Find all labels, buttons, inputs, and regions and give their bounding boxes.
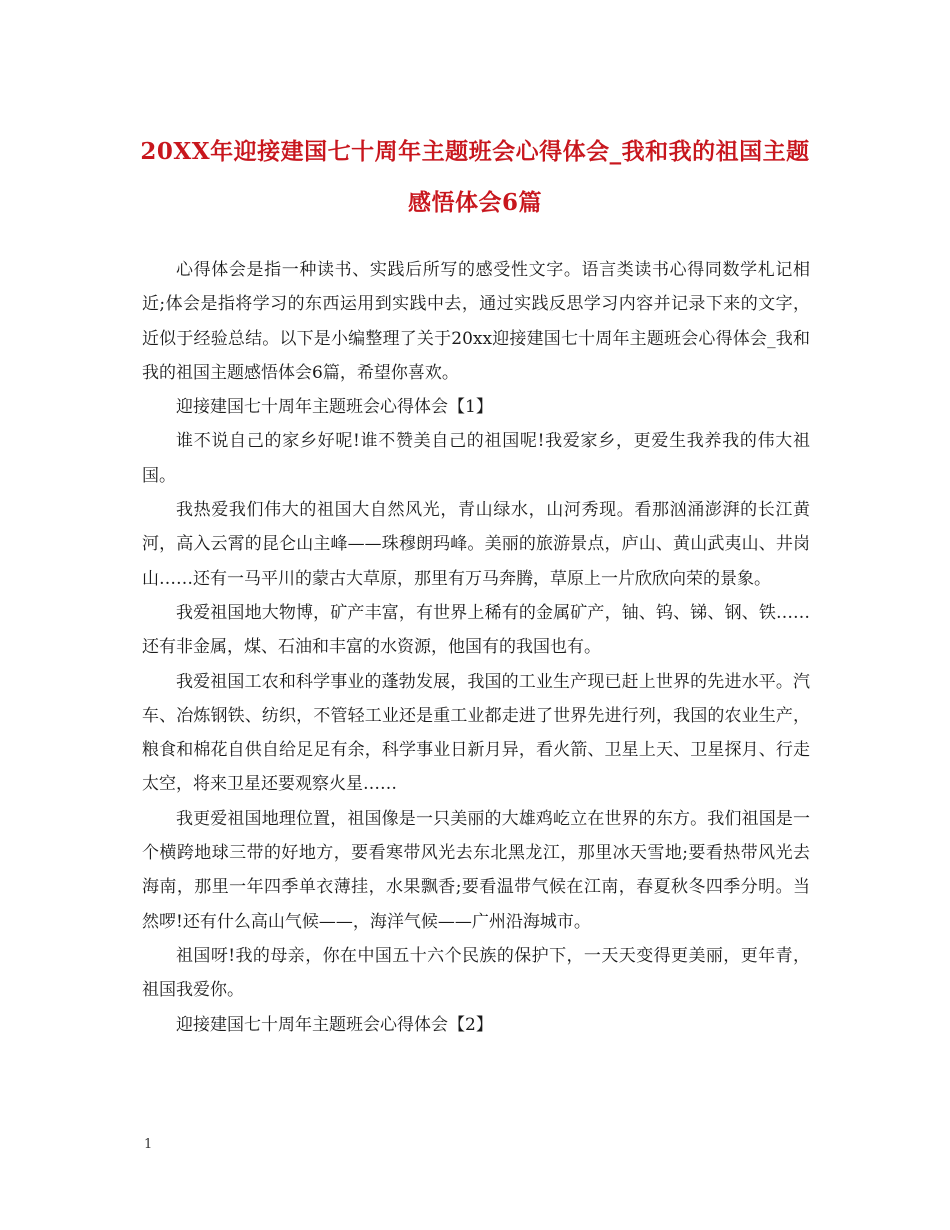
body-paragraph: 祖国呀!我的母亲，你在中国五十六个民族的保护下，一天天变得更美丽，更年青，祖国我爱你。 [142, 945, 810, 1001]
document-title: 20XX年迎接建国七十周年主题班会心得体会_我和我的祖国主题感悟体会6篇 [140, 138, 810, 216]
section-heading: 迎接建国七十周年主题班会心得体会【1】 [176, 397, 493, 418]
section-heading: 迎接建国七十周年主题班会心得体会【2】 [176, 1014, 493, 1035]
body-paragraph: 谁不说自己的家乡好呢!谁不赞美自己的祖国呢!我爱家乡，更爱生我养我的伟大祖国。 [142, 431, 810, 486]
body-paragraph: 我热爱我们伟大的祖国大自然风光，青山绿水，山河秀现。看那汹涌澎湃的长江黄河，高入云霄的昆仑山主峰——珠穆朗玛峰。美丽的旅游景点，庐山、黄山武夷山、井岗山……还有一马平川的蒙古大草原，那里有万马奔腾，草原上一片欣欣向荣的景象。 [142, 500, 810, 589]
body-paragraph: 我更爱祖国地理位置，祖国像是一只美丽的大雄鸡屹立在世界的东方。我们祖国是一个横跨地球三带的好地方，要看寒带风光去东北黑龙江，那里冰天雪地;要看热带风光去海南，那里一年四季单衣薄挂，水果飘香;要看温带气候在江南，春夏秋冬四季分明。当然啰!还有什么高山气候——，海洋气候——广州沿海城市。 [142, 808, 810, 932]
document-body [142, 253, 810, 1042]
body-paragraph: 我爱祖国地大物博，矿产丰富，有世界上稀有的金属矿产，铀、钨、锑、钢、铁……还有非金属，煤、石油和丰富的水资源，他国有的我国也有。 [142, 602, 810, 658]
body-paragraph: 我爱祖国工农和科学事业的蓬勃发展，我国的工业生产现已赶上世界的先进水平。汽车、冶炼钢铁、纺织，不管轻工业还是重工业都走进了世界先进行列，我国的农业生产，粮食和棉花自供自给足足有余，科学事业日新月异，看火箭、卫星上天、卫星探月、行走太空，将来卫星还要观察火星…… [142, 671, 810, 795]
intro-paragraph: 心得体会是指一种读书、实践后所写的感受性文字。语言类读书心得同数学札记相近;体会是指将学习的东西运用到实践中去，通过实践反思学习内容并记录下来的文字，近似于经验总结。以下是小编整理了关于20xx迎接建国七十周年主题班会心得体会_我和我的祖国主题感悟体会6篇，希望你喜欢。 [142, 260, 810, 383]
page-number: 1 [144, 1137, 153, 1152]
